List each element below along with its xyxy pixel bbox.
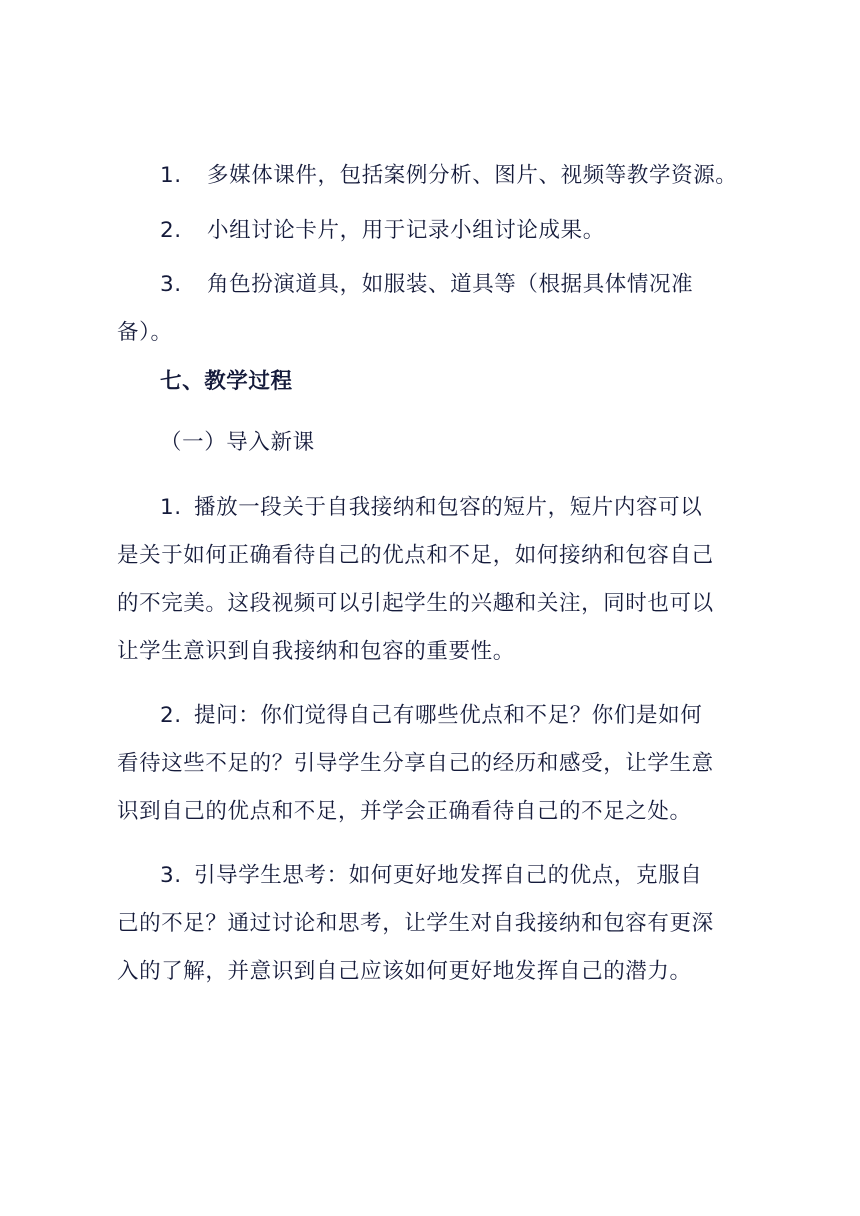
material-item-2 [160, 216, 605, 246]
subsection-heading: （一）导入新课 [160, 430, 315, 455]
step-3-line-3: 入的了解，并意识到自己应该如何更好地发挥自己的潜力。 [117, 959, 692, 984]
list-item-text: 角色扮演道具，如服装、道具等（根据具体情况准 [207, 272, 694, 297]
step-2-line-1 [160, 701, 702, 731]
step-2-line-3: 识到自己的优点和不足，并学会正确看待自己的不足之处。 [117, 799, 692, 824]
section-heading: 七、教学过程 [160, 369, 293, 394]
list-number: 1. [160, 163, 182, 188]
list-item-text: 小组讨论卡片，用于记录小组讨论成果。 [207, 218, 605, 243]
list-item-text: 多媒体课件，包括案例分析、图片、视频等教学资源。 [207, 163, 738, 188]
step-number: 2. [160, 703, 182, 728]
material-item-3-continuation: 备）。 [117, 320, 173, 345]
step-3-line-1 [160, 861, 702, 891]
step-text: 引导学生思考：如何更好地发挥自己的优点，克服自 [194, 863, 703, 888]
step-1-line-3: 的不完美。这段视频可以引起学生的兴趣和关注，同时也可以 [117, 591, 714, 616]
list-number: 2. [160, 218, 182, 243]
step-number: 1. [160, 495, 182, 520]
step-1-line-2: 是关于如何正确看待自己的优点和不足，如何接纳和包容自己 [117, 543, 714, 568]
step-number: 3. [160, 863, 182, 888]
step-text: 提问：你们觉得自己有哪些优点和不足？你们是如何 [194, 703, 703, 728]
step-text: 播放一段关于自我接纳和包容的短片，短片内容可以 [194, 495, 703, 520]
step-1-line-1 [160, 493, 702, 523]
step-1-line-4: 让学生意识到自我接纳和包容的重要性。 [117, 639, 515, 664]
step-3-line-2: 己的不足？通过讨论和思考，让学生对自我接纳和包容有更深 [117, 911, 714, 936]
material-item-1 [160, 161, 737, 191]
step-2-line-2: 看待这些不足的？引导学生分享自己的经历和感受，让学生意 [117, 751, 714, 776]
list-number: 3. [160, 272, 182, 297]
material-item-3 [160, 270, 693, 300]
